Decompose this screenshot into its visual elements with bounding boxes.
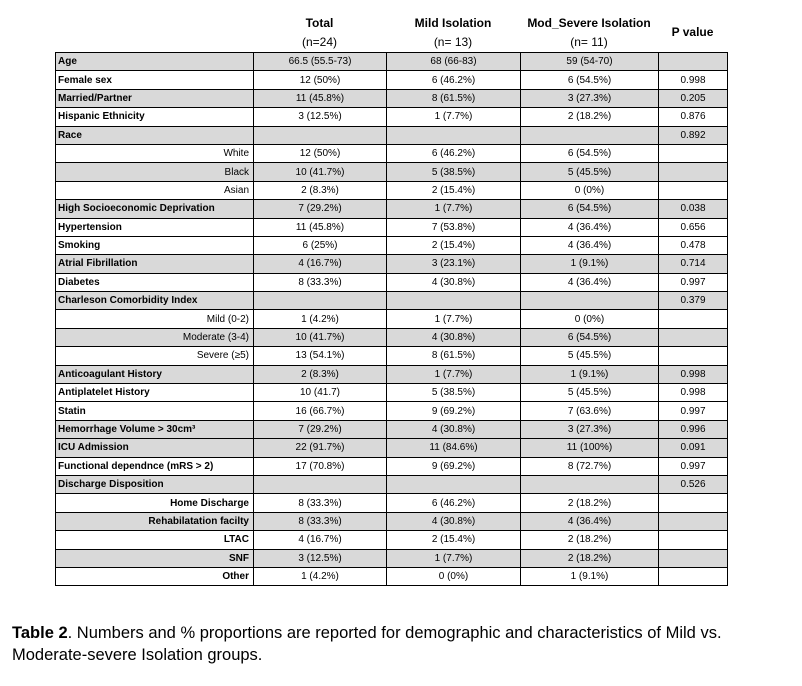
cell-pvalue: 0.892 [659,126,728,144]
cell-mild [387,126,521,144]
cell-pvalue: 0.876 [659,108,728,126]
cell-mild: 1 (7.7%) [387,549,521,567]
cell-mild [387,292,521,310]
cell-severe: 4 (36.4%) [521,236,659,254]
cell-severe: 5 (45.5%) [521,163,659,181]
cell-pvalue [659,347,728,365]
cell-mild: 5 (38.5%) [387,384,521,402]
table-row [56,567,728,585]
table-row [56,71,728,89]
cell-severe: 4 (36.4%) [521,512,659,530]
row-label: High Socioeconomic Deprivation [56,200,254,218]
cell-pvalue [659,144,728,162]
cell-pvalue: 0.998 [659,365,728,383]
table-row [56,402,728,420]
cell-pvalue [659,549,728,567]
cell-mild: 0 (0%) [387,567,521,585]
row-label: Race [56,126,254,144]
table-row [56,292,728,310]
cell-severe: 2 (18.2%) [521,531,659,549]
table-row [56,310,728,328]
cell-mild: 8 (61.5%) [387,347,521,365]
cell-severe: 0 (0%) [521,181,659,199]
cell-severe [521,126,659,144]
cell-pvalue: 0.526 [659,475,728,493]
cell-severe: 59 (54-70) [521,53,659,71]
row-label: Moderate (3-4) [56,328,254,346]
table-row [56,384,728,402]
cell-pvalue [659,53,728,71]
header-total-n: (n=24) [301,35,338,49]
characteristics-table [55,52,728,586]
cell-mild: 4 (30.8%) [387,512,521,530]
row-label: Diabetes [56,273,254,291]
row-label: Smoking [56,236,254,254]
table-row [56,53,728,71]
cell-mild: 68 (66-83) [387,53,521,71]
row-label: Asian [56,181,254,199]
row-label: Atrial Fibrillation [56,255,254,273]
table-row [56,328,728,346]
header-severe [520,14,658,52]
cell-pvalue [659,181,728,199]
row-label: Discharge Disposition [56,475,254,493]
cell-severe: 5 (45.5%) [521,347,659,365]
cell-mild: 4 (30.8%) [387,420,521,438]
table-row [56,531,728,549]
cell-severe: 4 (36.4%) [521,273,659,291]
row-label: Hypertension [56,218,254,236]
cell-mild: 7 (53.8%) [387,218,521,236]
cell-total: 13 (54.1%) [254,347,387,365]
cell-total: 3 (12.5%) [254,108,387,126]
table-row [56,163,728,181]
cell-mild: 2 (15.4%) [387,236,521,254]
cell-pvalue [659,163,728,181]
cell-severe: 3 (27.3%) [521,420,659,438]
cell-total: 1 (4.2%) [254,310,387,328]
cell-mild [387,475,521,493]
cell-total: 10 (41.7%) [254,328,387,346]
cell-total: 6 (25%) [254,236,387,254]
header-mild-title: Mild Isolation [414,16,492,30]
cell-severe: 6 (54.5%) [521,328,659,346]
cell-total: 1 (4.2%) [254,567,387,585]
cell-total [254,292,387,310]
table-row [56,200,728,218]
row-label: Charleson Comorbidity Index [56,292,254,310]
table-caption [12,622,800,666]
header-pvalue [658,23,727,42]
cell-severe: 3 (27.3%) [521,89,659,107]
table-row [56,475,728,493]
cell-total: 4 (16.7%) [254,531,387,549]
cell-mild: 9 (69.2%) [387,402,521,420]
cell-severe: 6 (54.5%) [521,144,659,162]
table-row [56,512,728,530]
table-row [56,494,728,512]
cell-pvalue: 0.205 [659,89,728,107]
table-body [56,53,728,586]
cell-severe: 8 (72.7%) [521,457,659,475]
header-severe-title: Mod_Severe Isolation [527,16,651,30]
cell-pvalue: 0.714 [659,255,728,273]
row-label: White [56,144,254,162]
row-label: Age [56,53,254,71]
cell-pvalue: 0.997 [659,273,728,291]
cell-mild: 2 (15.4%) [387,181,521,199]
row-label: Female sex [56,71,254,89]
cell-total [254,126,387,144]
cell-mild: 6 (46.2%) [387,71,521,89]
table-row [56,144,728,162]
cell-severe [521,292,659,310]
cell-total: 66.5 (55.5-73) [254,53,387,71]
table-row [56,218,728,236]
cell-total: 8 (33.3%) [254,512,387,530]
cell-mild: 6 (46.2%) [387,494,521,512]
cell-pvalue: 0.996 [659,420,728,438]
cell-pvalue: 0.997 [659,402,728,420]
cell-pvalue: 0.478 [659,236,728,254]
cell-severe: 2 (18.2%) [521,108,659,126]
table-row [56,347,728,365]
row-label: Other [56,567,254,585]
cell-mild: 1 (7.7%) [387,200,521,218]
cell-severe: 1 (9.1%) [521,255,659,273]
cell-total: 12 (50%) [254,71,387,89]
header-pvalue-title: P value [671,25,714,39]
row-label: Mild (0-2) [56,310,254,328]
cell-pvalue [659,512,728,530]
cell-severe: 11 (100%) [521,439,659,457]
table-row [56,420,728,438]
header-mild-n: (n= 13) [433,35,473,49]
cell-pvalue: 0.998 [659,384,728,402]
caption-text: . Numbers and % proportions are reported for demographic and characteristics of Mild vs. Moderate-severe Isolation groups. [12,624,722,664]
cell-total: 2 (8.3%) [254,181,387,199]
cell-pvalue: 0.038 [659,200,728,218]
row-label: Home Discharge [56,494,254,512]
cell-total: 3 (12.5%) [254,549,387,567]
cell-mild: 2 (15.4%) [387,531,521,549]
cell-pvalue: 0.091 [659,439,728,457]
cell-pvalue: 0.997 [659,457,728,475]
cell-pvalue [659,494,728,512]
cell-mild: 1 (7.7%) [387,310,521,328]
row-label: Antiplatelet History [56,384,254,402]
cell-total: 22 (91.7%) [254,439,387,457]
table-row [56,126,728,144]
cell-total: 7 (29.2%) [254,420,387,438]
cell-mild: 8 (61.5%) [387,89,521,107]
cell-severe: 7 (63.6%) [521,402,659,420]
row-label: Functional dependnce (mRS > 2) [56,457,254,475]
cell-total: 10 (41.7%) [254,163,387,181]
cell-mild: 5 (38.5%) [387,163,521,181]
cell-mild: 1 (7.7%) [387,108,521,126]
table-row [56,181,728,199]
cell-severe: 2 (18.2%) [521,494,659,512]
cell-severe: 1 (9.1%) [521,567,659,585]
cell-pvalue: 0.998 [659,71,728,89]
cell-pvalue [659,310,728,328]
table-row [56,236,728,254]
row-label: Statin [56,402,254,420]
cell-total: 4 (16.7%) [254,255,387,273]
table-row [56,457,728,475]
table-row [56,255,728,273]
cell-total: 7 (29.2%) [254,200,387,218]
cell-total: 8 (33.3%) [254,494,387,512]
row-label: LTAC [56,531,254,549]
row-label: Black [56,163,254,181]
header-total-title: Total [305,16,334,30]
cell-total: 10 (41.7) [254,384,387,402]
table-row [56,439,728,457]
cell-total: 11 (45.8%) [254,89,387,107]
cell-severe: 6 (54.5%) [521,71,659,89]
cell-severe: 4 (36.4%) [521,218,659,236]
row-label: Severe (≥5) [56,347,254,365]
row-label: Hemorrhage Volume > 30cm³ [56,420,254,438]
cell-mild: 4 (30.8%) [387,328,521,346]
table-row [56,108,728,126]
header-severe-n: (n= 11) [570,35,608,49]
row-label: Anticoagulant History [56,365,254,383]
cell-pvalue [659,567,728,585]
cell-pvalue [659,531,728,549]
table-row [56,365,728,383]
cell-mild: 6 (46.2%) [387,144,521,162]
row-label: Married/Partner [56,89,254,107]
cell-total: 17 (70.8%) [254,457,387,475]
cell-severe: 0 (0%) [521,310,659,328]
cell-severe: 1 (9.1%) [521,365,659,383]
row-label: Rehabilatation facilty [56,512,254,530]
cell-severe: 5 (45.5%) [521,384,659,402]
cell-total: 11 (45.8%) [254,218,387,236]
cell-mild: 11 (84.6%) [387,439,521,457]
cell-mild: 1 (7.7%) [387,365,521,383]
cell-pvalue: 0.656 [659,218,728,236]
table-row [56,549,728,567]
cell-pvalue: 0.379 [659,292,728,310]
cell-total: 2 (8.3%) [254,365,387,383]
cell-total: 12 (50%) [254,144,387,162]
cell-total: 16 (66.7%) [254,402,387,420]
row-label: Hispanic Ethnicity [56,108,254,126]
header-total [253,14,386,52]
cell-total: 8 (33.3%) [254,273,387,291]
cell-mild: 3 (23.1%) [387,255,521,273]
cell-severe: 6 (54.5%) [521,200,659,218]
header-mild [386,14,520,52]
row-label: SNF [56,549,254,567]
row-label: ICU Admission [56,439,254,457]
table-row [56,89,728,107]
cell-mild: 4 (30.8%) [387,273,521,291]
cell-severe [521,475,659,493]
cell-total [254,475,387,493]
cell-severe: 2 (18.2%) [521,549,659,567]
table-row [56,273,728,291]
cell-mild: 9 (69.2%) [387,457,521,475]
cell-pvalue [659,328,728,346]
caption-label: Table 2 [12,624,68,642]
